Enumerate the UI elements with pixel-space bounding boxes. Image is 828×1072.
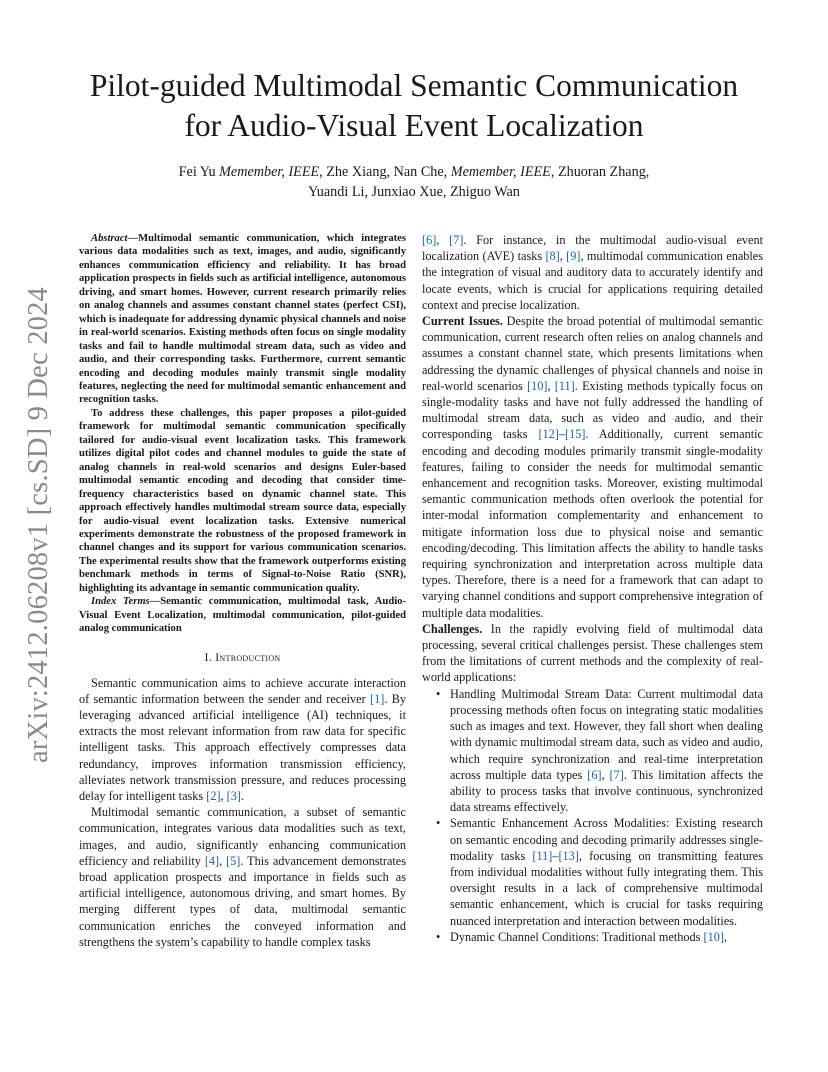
intro-paragraph-2 [79, 804, 406, 950]
text-run: In the rapidly evolving field of multimodal data processing, several critical challenges persist. These challenges stem from the limitations of current methods and the complexity of real-world applications: [422, 621, 763, 685]
text-run: – [558, 427, 565, 442]
citation-link[interactable]: [8] [545, 249, 560, 264]
text-run: , [220, 789, 227, 804]
citation-link[interactable]: [4] [204, 853, 220, 868]
text-run: , [559, 249, 567, 264]
citation-link[interactable]: [10] [703, 929, 724, 944]
author-name: Zhe Xiang, Nan Che, [322, 164, 448, 180]
text-run: . By leveraging advanced artificial intelligence (AI) techniques, it extracts the most relevant information from raw data for specific intelligent tasks. This approach effectively compresses data redundancy, improves information transmission efficiency, alleviates network transmission pressure, and reduces processing delay for intelligent tasks [79, 691, 407, 804]
arxiv-identifier [14, 287, 64, 763]
left-column [79, 232, 406, 950]
citation-link[interactable]: [11] [554, 378, 575, 393]
citation-link[interactable]: [10] [527, 378, 548, 393]
text-run: Semantic Enhancement Across Modalities: Existing research on semantic encoding and decoding primarily addresses single-modality tasks [450, 816, 763, 863]
abstract-text-2: To address these challenges, this paper proposes a pilot-guided framework for multimodal semantic communication specifically tailored for audio-visual event localization tasks. This framework utilizes digital pilot codes and channel modules to guide the state of analog channels in real-wold scenarios and designs Euler-based multimodal semantic encoding and decoding that consider time-frequency characteristics based on dynamic channel state. This approach effectively handles multimodal stream source data, especially for audio-visual event localization tasks. Extensive numerical experiments demonstrate the robustness of the proposed framework in channel changes and its support for various communication scenarios. The experimental results show that the framework outperforms existing benchmark methods in terms of Signal-to-Noise Ratio (SNR), highlighting its advantage in semantic communication quality. [79, 407, 406, 594]
citation-link[interactable]: [15] [564, 427, 586, 442]
citation-link[interactable]: [12] [538, 427, 559, 442]
text-run: . Additionally, current semantic encoding and decoding modules primarily transmit single-modality features, failing to consider the needs for multimodal semantic enhancement and recognition tasks. Moreover, existing multimodal semantic communication methods often overlook the potential for inter-modal information complementarity and enhancement to mitigate information loss due to physical noise and semantic encoding/decoding. This limitation affects the ability to handle tasks requiring synchronization and interpretation across multiple data types. Therefore, there is a need for a framework that can adapt to varying channel conditions and support comprehensive integration of multiple data modalities. [422, 427, 763, 620]
text-run: , focusing on transmitting features from individual modalities without fully integrating them. This oversight results in a lack of comprehensive multimodal semantic enhancement, which is crucial for tasks requiring nuanced interpretation and interaction between modalities. [450, 848, 763, 928]
text-run: Dynamic Channel Conditions: Traditional methods [450, 929, 704, 944]
text-run: , [723, 929, 727, 944]
citation-link[interactable]: [1] [370, 691, 385, 706]
text-run: . [240, 789, 245, 804]
abstract-paragraph-2 [79, 407, 406, 595]
authors-line-2: Yuandi Li, Junxiao Xue, Zhiguo Wan [308, 184, 520, 200]
text-run: , [547, 378, 555, 393]
citation-link[interactable]: [9] [566, 249, 581, 264]
list-item [450, 815, 763, 928]
author-name: Zhuoran Zhang, [554, 164, 650, 180]
intro-continued-paragraph [422, 232, 763, 313]
index-terms-text: —Semantic communication, multimodal task, Audio-Visual Event Localization, multimodal communication, pilot-guided analog communication [79, 596, 406, 635]
abstract-text: —Multimodal semantic communication, which integrates various data modalities such as text, images, and audio, significantly enhances communication efficiency and reliability. It has broad application prospects in fields such as artificial intelligence, autonomous driving, and smart homes. However, current research primarily relies on analog channels and assumes constant channel states (perfect CSI), which is inadequate for addressing dynamic physical channels and noise in real-world scenarios. Existing methods often focus on single modality tasks and fail to handle multimodal stream data, such as video and audio, and their corresponding tasks. Furthermore, current semantic encoding and decoding modules mainly transmit single modality features, neglecting the need for multimodal semantic enhancement and recognition tasks. [79, 233, 406, 406]
abstract-label: Abstract [91, 233, 128, 244]
authors-line-1 [60, 162, 768, 182]
text-run: Despite the broad potential of multimodal semantic communication, current research often relies on analog channels and assumes a constant channel state, which presents limitations when addressing the dynamic challenges of physical channels and noise in real-world scenarios [422, 314, 763, 393]
current-issues-label: Current Issues. [422, 314, 503, 329]
author-list [60, 162, 768, 202]
text-run: . For instance, in the multimodal audio-visual event localization (AVE) tasks [422, 233, 763, 264]
paper-title [60, 66, 768, 146]
text-run: , [601, 767, 610, 782]
section-number: I. [204, 649, 216, 664]
text-run: , [436, 233, 450, 247]
abstract-paragraph [79, 232, 406, 407]
section-heading-introduction [79, 650, 406, 665]
text-run: – [552, 848, 559, 863]
citation-link[interactable]: [7] [609, 767, 624, 782]
text-run: , [219, 853, 227, 868]
citation-link[interactable]: [2] [206, 789, 221, 804]
text-run: . Existing methods typically focus on single-modality tasks and have not fully addressed the handling of multimodal stream data, such as video and audio, and their corresponding tasks [422, 378, 763, 442]
text-run: , multimodal communication enables the integration of visual and auditory data to accurately identify and locate events, which is crucial for applications requiring detailed context and precise localization. [422, 249, 764, 312]
right-column [422, 232, 763, 945]
intro-paragraph-1 [79, 675, 406, 805]
author-name: Fei Yu [178, 164, 216, 180]
current-issues-paragraph [422, 313, 763, 621]
text-run: Handling Multimodal Stream Data: Current multimodal data processing methods often focus on integrating static modalities such as images and text. However, they fall short when dealing with dynamic multimodal stream data, such as video and audio, which require synchronization and real-time interpretation across multiple data types [450, 686, 763, 782]
section-title: Introduction [215, 649, 281, 664]
citation-link[interactable]: [3] [226, 789, 241, 804]
citation-link[interactable]: [6] [587, 767, 602, 782]
arxiv-identifier-text: arXiv:2412.06208v1 [cs.SD] 9 Dec 2024 [23, 287, 54, 763]
citation-link[interactable]: [7] [449, 233, 464, 247]
citation-link[interactable]: [6] [422, 233, 437, 247]
list-item [450, 686, 763, 816]
text-run: Multimodal semantic communication, a subset of semantic communication, integrates various data modalities such as text, images, and audio, significantly enhancing communication efficiency and reliability [79, 805, 406, 868]
text-run: . This limitation affects the ability to process tasks that involve continuous, synchronized data streams effectively. [450, 767, 764, 815]
title-line-1: Pilot-guided Multimodal Semantic Communication [89, 68, 739, 103]
text-run: . This advancement demonstrates broad application prospects and importance in fields such as artificial intelligence, autonomous driving, and smart homes. By merging different types of data, multimodal semantic communication enriches the conveyed information and strengthens the system’s capability to handle complex tasks [79, 853, 407, 949]
challenges-label: Challenges. [422, 621, 483, 636]
citation-link[interactable]: [11] [532, 848, 553, 863]
list-item [450, 929, 763, 945]
text-run: Semantic communication aims to achieve accurate interaction of semantic information between the sender and receiver [79, 675, 406, 706]
author-membership: Memember, IEEE, [447, 164, 555, 180]
challenges-list [422, 686, 763, 945]
citation-link[interactable]: [5] [226, 853, 241, 868]
index-terms [79, 595, 406, 635]
index-terms-label: Index Terms [91, 596, 150, 608]
citation-link[interactable]: [13] [558, 848, 579, 863]
challenges-paragraph [422, 621, 763, 686]
author-membership: Memember, IEEE, [215, 164, 323, 180]
title-line-2: for Audio-Visual Event Localization [184, 108, 644, 143]
